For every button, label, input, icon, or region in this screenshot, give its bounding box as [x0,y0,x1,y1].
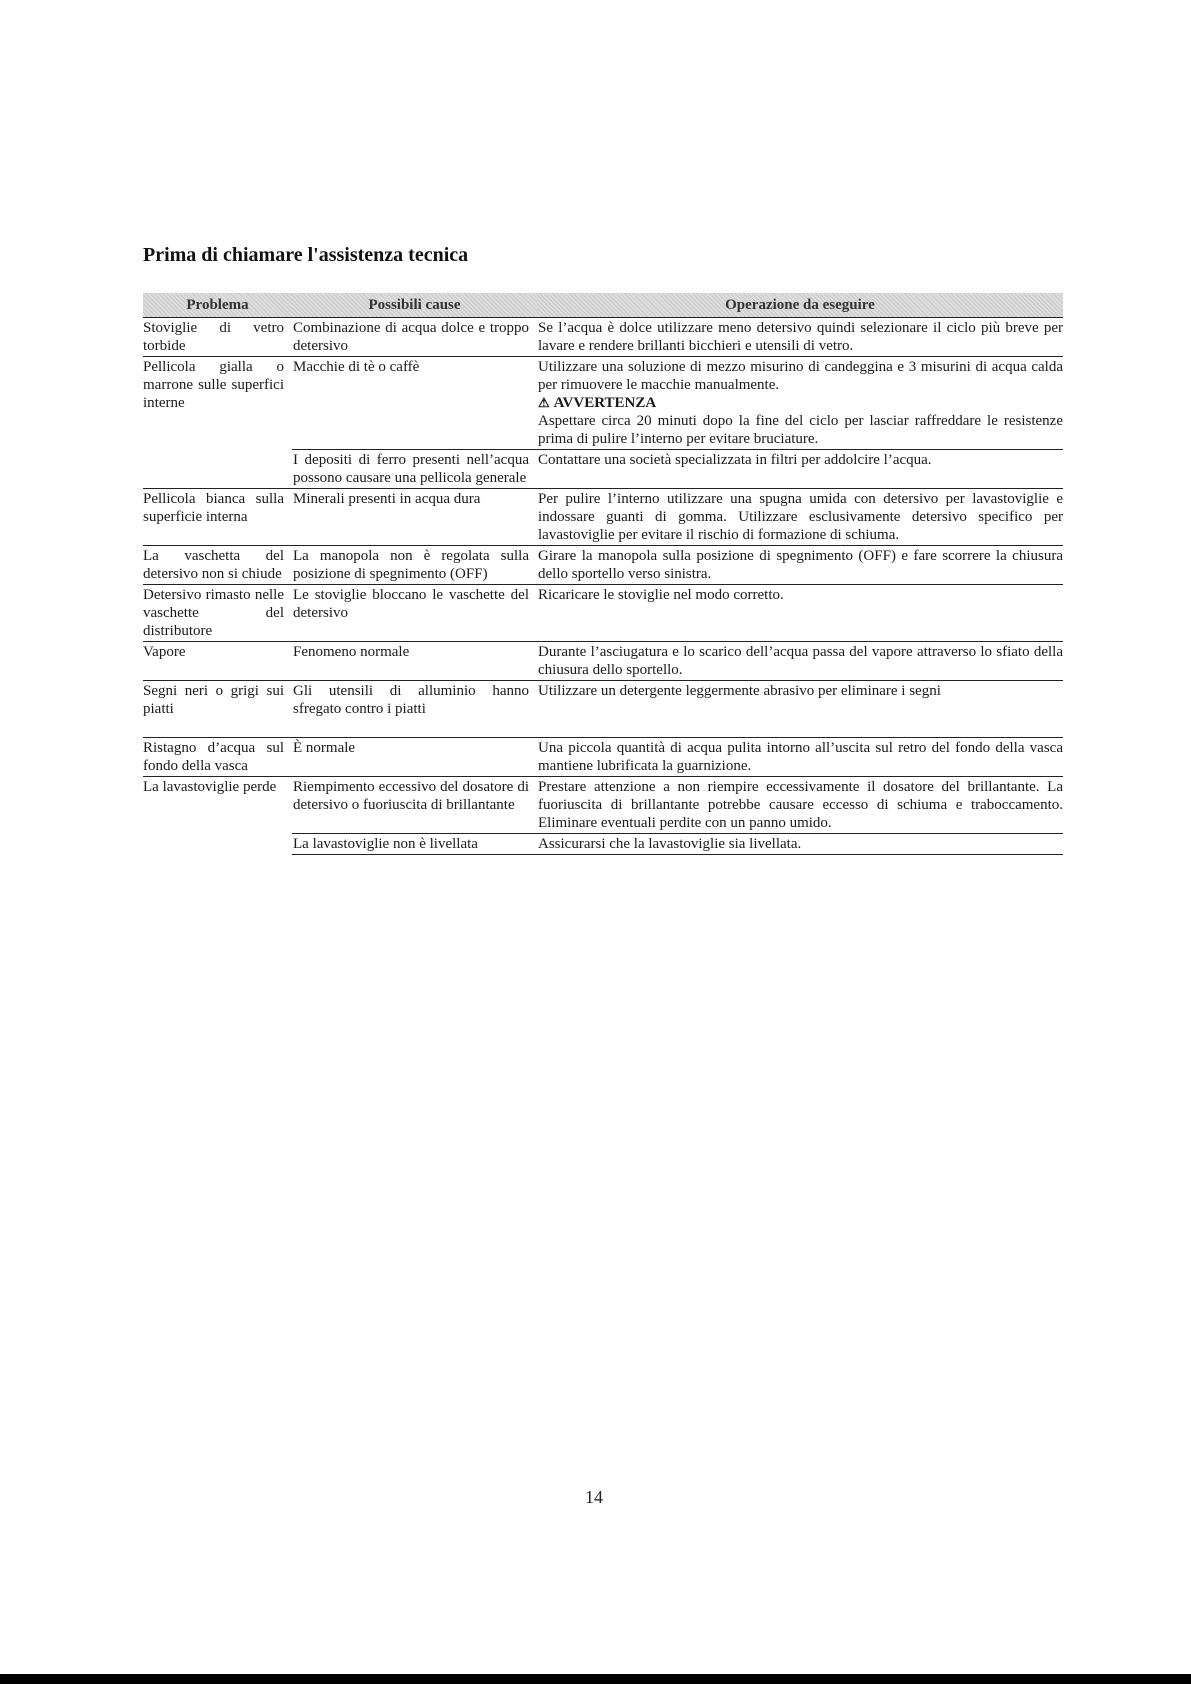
action-text: Utilizzare una soluzione di mezzo misurino di candeggina e 3 misurini di acqua calda per rimuovere le macchie manualmente. [538,359,1063,393]
cause-cell: Combinazione di acqua dolce e troppo detersivo [292,318,537,357]
problem-cell: Pellicola bianca sulla superficie interna [143,489,292,546]
cause-cell: Minerali presenti in acqua dura [292,489,537,546]
action-cell: Prestare attenzione a non riempire eccessivamente il dosatore del brillantante. La fuoriuscita di brillantante potrebbe causare eccesso di schiuma e traboccamento. Eliminare eventuali perdite con un panno umido. [537,777,1063,834]
action-cell: Ricaricare le stoviglie nel modo corretto. [537,585,1063,642]
problem-cell: Stoviglie di vetro torbide [143,318,292,357]
cause-cell: Fenomeno normale [292,642,537,681]
action-cell: Una piccola quantità di acqua pulita intorno all’uscita sul retro del fondo della vasca mantiene lubrificata la guarnizione. [537,738,1063,777]
table-row [143,777,1063,834]
problem-cell: Pellicola gialla o marrone sulle superfici interne [143,357,292,450]
action-cell: Se l’acqua è dolce utilizzare meno detersivo quindi selezionare il ciclo più breve per lavare e rendere brillanti bicchieri e utensili di vetro. [537,318,1063,357]
cause-cell: La lavastoviglie non è livellata [292,834,537,855]
table-row [143,318,1063,357]
problem-cell [143,834,292,855]
cause-cell: La manopola non è regolata sulla posizione di spegnimento (OFF) [292,546,537,585]
cause-cell: I depositi di ferro presenti nell’acqua possono causare una pellicola generale [292,450,537,489]
warning-text: Aspettare circa 20 minuti dopo la fine del ciclo per lasciar raffreddare le resistenze prima di pulire l’interno per evitare bruciature. [538,413,1063,447]
problem-cell: Vapore [143,642,292,681]
problem-cell: Segni neri o grigi sui piatti [143,681,292,738]
cause-cell: È normale [292,738,537,777]
action-cell: Assicurarsi che la lavastoviglie sia livellata. [537,834,1063,855]
table-row [143,681,1063,738]
action-cell: Durante l’asciugatura e lo scarico dell’acqua passa del vapore attraverso lo sfiato della chiusura dello sportello. [537,642,1063,681]
table-header-row [143,293,1063,318]
problem-cell: Detersivo rimasto nelle vaschette del distributore [143,585,292,642]
table-row [143,642,1063,681]
header-action: Operazione da eseguire [537,293,1063,318]
action-cell: Per pulire l’interno utilizzare una spugna umida con detersivo per lavastoviglie e indossare guanti di gomma. Utilizzare esclusivamente detersivo specifico per lavastoviglie per evitare il rischio di formazione di schiuma. [537,489,1063,546]
header-causes: Possibili cause [292,293,537,318]
cause-cell: Le stoviglie bloccano le vaschette del detersivo [292,585,537,642]
table-row [143,489,1063,546]
header-problem: Problema [143,293,292,318]
page-number: 14 [585,1487,603,1507]
table-row [143,585,1063,642]
problem-cell: Ristagno d’acqua sul fondo della vasca [143,738,292,777]
warning-icon: ⚠ [538,395,550,410]
table-row [143,738,1063,777]
problem-cell: La lavastoviglie perde [143,777,292,834]
troubleshooting-table [143,293,1063,855]
action-cell [537,357,1063,450]
table-row [143,834,1063,855]
action-cell: Contattare una società specializzata in filtri per addolcire l’acqua. [537,450,1063,489]
cause-cell: Riempimento eccessivo del dosatore di detersivo o fuoriuscita di brillantante [292,777,537,834]
cause-cell: Gli utensili di alluminio hanno sfregato contro i piatti [292,681,537,738]
problem-cell: La vaschetta del detersivo non si chiude [143,546,292,585]
action-cell: Girare la manopola sulla posizione di spegnimento (OFF) e fare scorrere la chiusura dello sportello verso sinistra. [537,546,1063,585]
problem-cell [143,450,292,489]
warning-heading [538,394,1063,412]
action-cell: Utilizzare un detergente leggermente abrasivo per eliminare i segni [537,681,1063,738]
table-row [143,450,1063,489]
table-row [143,357,1063,450]
page-title: Prima di chiamare l'assistenza tecnica [143,244,469,266]
scan-edge-bar [0,1674,1191,1684]
table-row [143,546,1063,585]
warning-title: AVVERTENZA [553,395,657,411]
cause-cell: Macchie di tè o caffè [292,357,537,450]
